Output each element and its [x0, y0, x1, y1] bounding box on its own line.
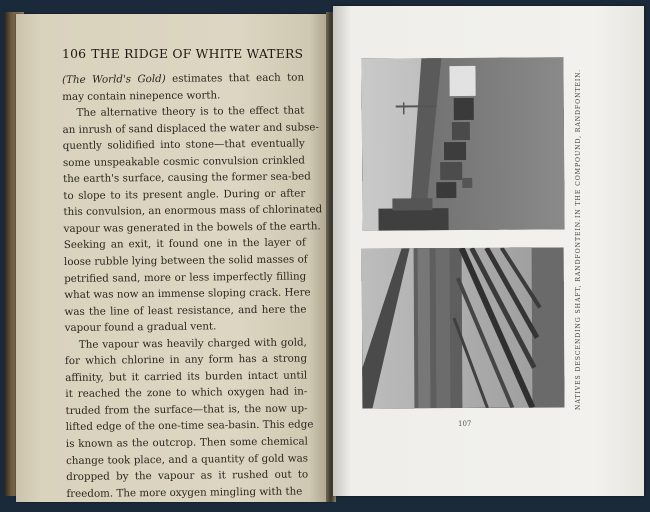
- running-head-title: THE RIDGE OF WHITE WATERS: [91, 46, 304, 61]
- text-line-content: to slope to its present angle. During or after: [63, 187, 306, 202]
- text-line: [62, 69, 304, 88]
- text-line-content: an inrush of sand displaced the water and subse-: [62, 120, 320, 136]
- text-line-content: truded from the surface—that is, the now up-: [65, 402, 308, 417]
- right-page-number: 107: [458, 420, 472, 428]
- text-line-content: for which chlorine in any form has a strong: [64, 352, 308, 368]
- text-line-content: is known as the outcrop. Then some chemical: [65, 435, 308, 451]
- text-line-content: petrified sand, more or less imperfectly filling: [64, 270, 307, 285]
- text-line-content: vapour found a gradual vent.: [64, 320, 217, 335]
- text-line-content: The vapour was heavily charged with gold,: [78, 336, 307, 351]
- running-head: [62, 46, 322, 61]
- left-page-number: 106: [62, 46, 87, 61]
- text-line-content: Seeking an exit, it found one in the layer of: [63, 236, 306, 252]
- text-line-content: affinity, but it carried its burden intact until: [65, 369, 308, 384]
- text-line: [66, 483, 308, 502]
- text-line-content: loose rubble lying between the solid masses of: [63, 253, 308, 269]
- text-line: [66, 433, 308, 452]
- compound-photo: [361, 57, 564, 230]
- text-line-content: this convulsion, an enormous mass of chlorinated: [63, 203, 323, 219]
- text-line-content: estimates that each ton: [165, 71, 305, 85]
- text-line: [64, 301, 306, 320]
- shaft-photo-image: [362, 247, 565, 408]
- text-line: [64, 251, 306, 270]
- text-line: [66, 467, 308, 486]
- text-line-content: was the line of least resistance, and here the: [64, 303, 307, 318]
- text-line-content: some unspeakable cosmic convulsion crinkled: [62, 154, 305, 169]
- text-line-content: vapour was generated in the bowels of the earth.: [63, 220, 321, 235]
- shaft-photo: [362, 247, 565, 408]
- text-line: [62, 103, 304, 122]
- text-line-content: freedom. The more oxygen mingling with the: [66, 485, 303, 500]
- text-line-content: what was now an immense sloping crack. Here: [64, 286, 311, 302]
- body-text: [62, 69, 323, 502]
- text-line-content: change took place, and a quantity of gold was: [66, 452, 309, 467]
- shaft-photo-caption: NATIVES DESCENDING SHAFT, RANDFONTEIN.: [575, 218, 582, 410]
- text-line-content: The alternative theory is to the effect that: [76, 104, 305, 119]
- text-line: [64, 285, 311, 304]
- compound-photo-image: [361, 57, 564, 230]
- text-line-content: the earth's surface, causing the former sea-bed: [63, 170, 311, 186]
- compound-photo-caption: IN THE COMPOUND, RANDFONTEIN.: [575, 69, 582, 218]
- text-line-content: it reached the zone to which oxygen had in-: [65, 385, 308, 401]
- text-line-content: lifted edge of the one-time sea-basin. This edge: [65, 418, 314, 434]
- text-line-content: dropped by the vapour as it rushed out to: [66, 468, 309, 484]
- book-title-italic: (The World's Gold): [62, 72, 166, 86]
- text-line-content: may contain ninepence worth.: [62, 88, 221, 103]
- text-line-content: quently solidified into stone—that eventually: [62, 137, 305, 153]
